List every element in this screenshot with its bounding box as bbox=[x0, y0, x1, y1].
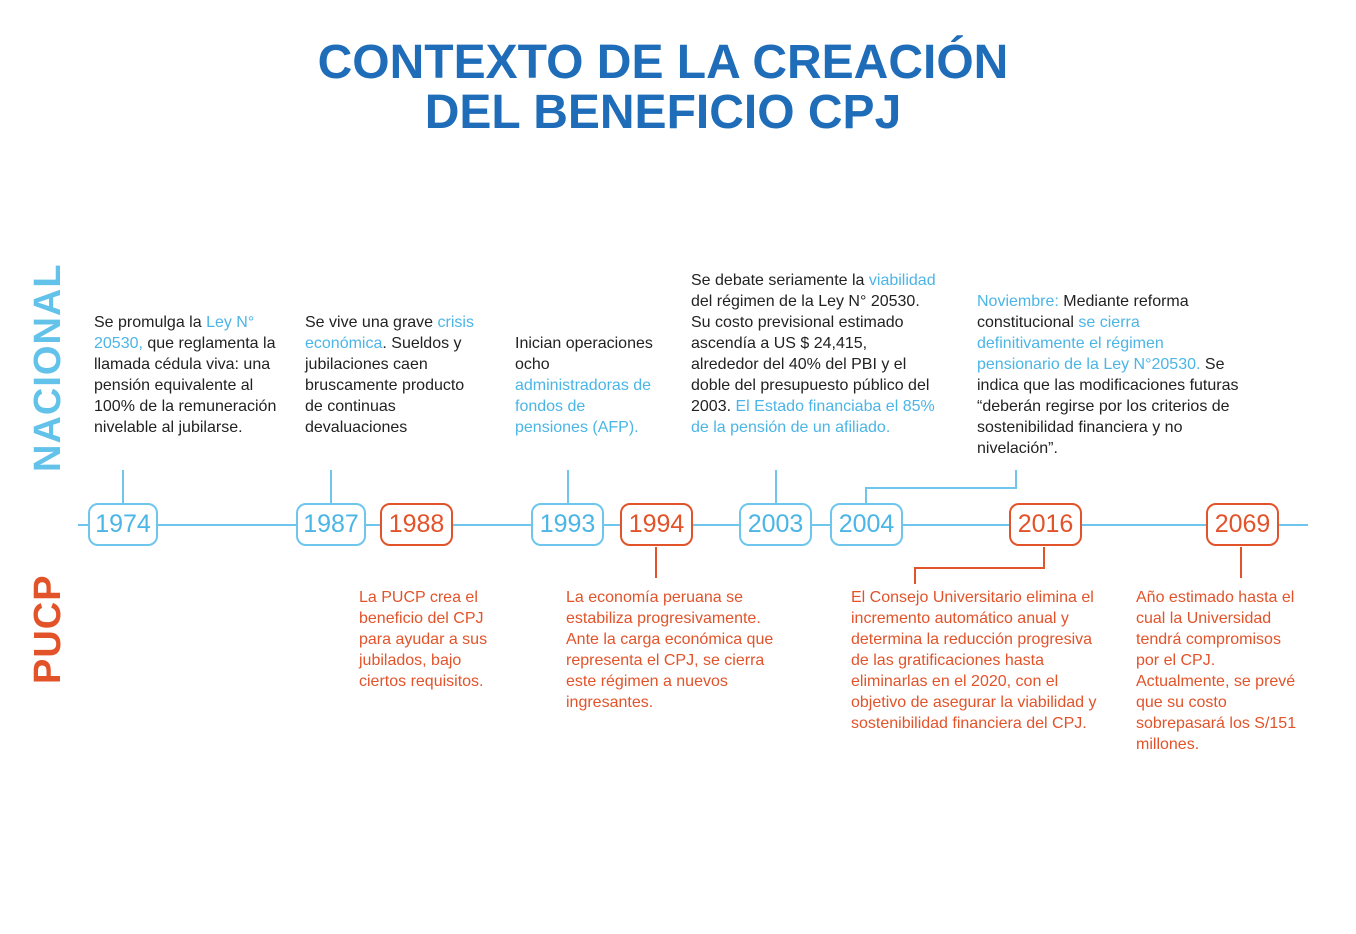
event-2004-highlight-1: Noviembre: bbox=[977, 293, 1059, 310]
year-badge-1974: 1974 bbox=[88, 503, 158, 546]
event-2004 bbox=[977, 291, 1249, 459]
year-badge-2016: 2016 bbox=[1009, 503, 1082, 546]
event-2003-highlight-1: viabilidad bbox=[868, 272, 936, 289]
event-2004-text-1: Mediante reforma constitucional bbox=[977, 293, 1189, 331]
event-1974-text-2: que reglamenta la llamada cédula viva: una pensión equivalente al 100% de la remuneración nivelable al jubilarse. bbox=[94, 335, 277, 436]
event-2004-highlight-2: se cierra definitivamente el régimen pensionario de la Ley N°20530. bbox=[977, 314, 1201, 373]
year-badge-2003: 2003 bbox=[739, 503, 812, 546]
nacional-label: NACIONAL bbox=[27, 263, 69, 472]
event-1993-highlight: administradoras de fondos de pensiones (AFP). bbox=[515, 377, 652, 436]
event-1974-highlight: Ley N° 20530, bbox=[94, 314, 255, 352]
year-badge-1994: 1994 bbox=[620, 503, 693, 546]
page-title bbox=[0, 38, 1326, 138]
year-badge-1993: 1993 bbox=[531, 503, 604, 546]
event-2069: Año estimado hasta el cual la Universidad tendrá compromisos por el CPJ. Actualmente, se prevé que su costo sobrepasará los S/151 millones. bbox=[1136, 589, 1297, 753]
event-1974-text-1: Se promulga la bbox=[94, 314, 207, 331]
event-1987-highlight: crisis económica bbox=[305, 314, 474, 352]
title-line-2: DEL BENEFICIO CPJ bbox=[424, 86, 902, 139]
year-badge-1987: 1987 bbox=[296, 503, 366, 546]
event-1994: La economía peruana se estabiliza progresivamente. Ante la carga económica que representa el CPJ, se cierra este régimen a nuevos ingresantes. bbox=[566, 589, 774, 711]
connector-2016 bbox=[915, 547, 1044, 584]
event-2003-text-2: del régimen de la Ley N° 20530. Su costo previsional estimado ascendía a US $ 24,415, alrededor del 40% del PBI y el doble del presupuesto público del 2003. bbox=[691, 293, 930, 415]
event-2004-text-2: Se indica que las modificaciones futuras “deberán regirse por los criterios de sostenibilidad financiera y no nivelación”. bbox=[977, 356, 1239, 457]
event-1987-text-1: Se vive una grave bbox=[305, 314, 438, 331]
event-1993 bbox=[515, 333, 655, 438]
event-2003-highlight-2: El Estado financiaba el 85% de la pensión de un afiliado. bbox=[691, 398, 935, 436]
title-line-1: CONTEXTO DE LA CREACIÓN bbox=[317, 36, 1009, 89]
event-2003 bbox=[691, 270, 937, 438]
year-badge-2069: 2069 bbox=[1206, 503, 1279, 546]
connector-2004 bbox=[866, 470, 1016, 503]
event-2016: El Consejo Universitario elimina el incremento automático anual y determina la reducción progresiva de las gratificaciones hasta eliminarlas en el 2020, con el objetivo de asegurar la viabilidad y sostenibilidad financiera del CPJ. bbox=[851, 589, 1097, 732]
year-badge-2004: 2004 bbox=[830, 503, 903, 546]
event-1993-text-1: Inician operaciones ocho bbox=[515, 335, 653, 373]
event-2003-text-1: Se debate seriamente la bbox=[691, 272, 869, 289]
year-badge-1988: 1988 bbox=[380, 503, 453, 546]
pucp-label: PUCP bbox=[27, 574, 69, 684]
event-1987 bbox=[305, 312, 480, 438]
event-1974 bbox=[94, 312, 279, 438]
event-1987-text-2: . Sueldos y jubilaciones caen bruscamente producto de continuas devaluaciones bbox=[305, 335, 465, 436]
event-1988: La PUCP crea el beneficio del CPJ para ayudar a sus jubilados, bajo ciertos requisitos. bbox=[359, 589, 488, 690]
